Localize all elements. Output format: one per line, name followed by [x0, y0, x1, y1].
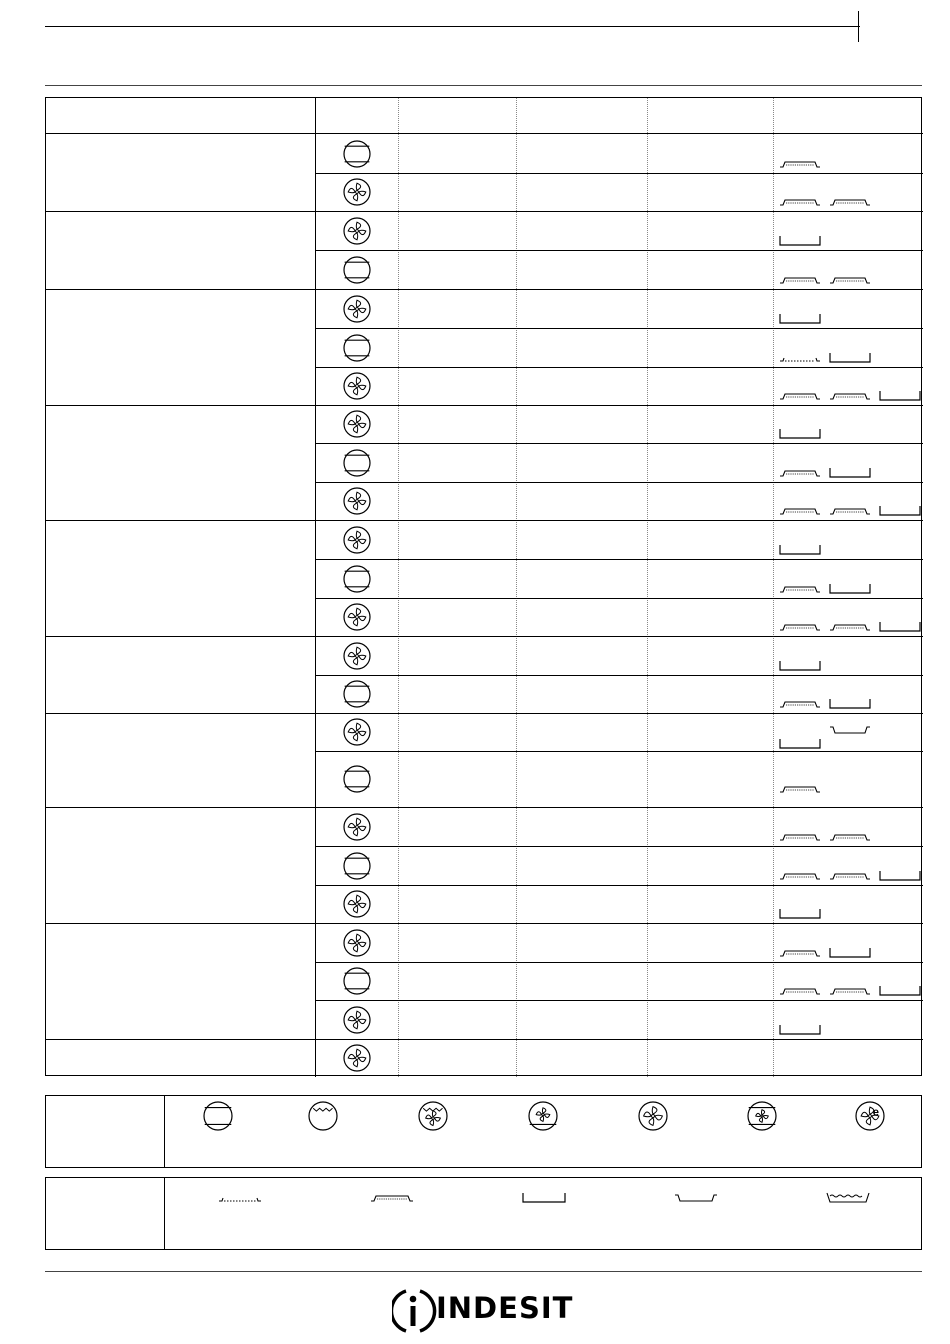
- baking-pan-icon: [779, 1022, 821, 1036]
- fan-icon: [342, 602, 372, 632]
- conventional-icon: [342, 851, 372, 881]
- fan-icon: [342, 409, 372, 439]
- conventional-icon: [342, 255, 372, 285]
- wire-rack-icon: [218, 1190, 262, 1204]
- logo-i-mark-icon: [392, 1286, 438, 1336]
- group-divider: [46, 713, 923, 714]
- legend-divider: [164, 1096, 165, 1167]
- fan-icon: [342, 486, 372, 516]
- group-divider: [46, 211, 923, 212]
- tray-icon: [779, 503, 821, 517]
- row-divider: [315, 962, 923, 963]
- column-divider: [647, 98, 648, 1077]
- fan-icon: [342, 371, 372, 401]
- column-divider: [516, 98, 517, 1077]
- baking-pan-icon: [829, 696, 871, 710]
- column-divider: [315, 98, 316, 1077]
- baking-pan-icon: [522, 1190, 566, 1204]
- tray-icon: [829, 388, 871, 402]
- tray-icon: [829, 983, 871, 997]
- conventional-icon: [342, 764, 372, 794]
- baking-pan-icon: [779, 311, 821, 325]
- tray-icon: [779, 581, 821, 595]
- svg-text:e: e: [872, 1106, 880, 1119]
- tray-icon: [829, 194, 871, 208]
- grill-fan-icon: [417, 1100, 449, 1132]
- row-divider: [315, 1000, 923, 1001]
- tray-icon: [779, 619, 821, 633]
- baking-pan-icon: [879, 983, 921, 997]
- baking-pan-icon: [829, 581, 871, 595]
- conventional-icon: [342, 139, 372, 169]
- baking-pan-icon: [779, 658, 821, 672]
- baking-pan-icon: [829, 350, 871, 364]
- brand-wordmark: INDESIT: [436, 1291, 574, 1325]
- row-divider: [315, 328, 923, 329]
- conventional-icon: [342, 564, 372, 594]
- tray-icon: [779, 272, 821, 286]
- column-divider: [773, 98, 774, 1077]
- accessories-legend: [45, 1177, 922, 1250]
- tray-icon: [779, 868, 821, 882]
- fan-icon: [342, 641, 372, 671]
- tray-icon: [829, 829, 871, 843]
- fan-icon: [342, 294, 372, 324]
- row-divider: [315, 885, 923, 886]
- row-divider: [315, 846, 923, 847]
- tray-icon: [779, 983, 821, 997]
- wire-rack-icon: [779, 350, 821, 364]
- tray-icon: [779, 829, 821, 843]
- tray-icon: [779, 781, 821, 795]
- conventional-icon: [202, 1100, 234, 1132]
- baking-pan-icon: [829, 465, 871, 479]
- eco-fan-icon: [854, 1100, 886, 1132]
- row-divider: [315, 751, 923, 752]
- fan-icon: [342, 812, 372, 842]
- row-divider: [315, 675, 923, 676]
- fan-icon: [342, 177, 372, 207]
- fan-bottom-icon: [527, 1100, 559, 1132]
- group-divider: [46, 405, 923, 406]
- group-divider: [46, 1039, 923, 1040]
- conventional-icon: [342, 448, 372, 478]
- column-divider: [398, 98, 399, 1077]
- tray-icon: [829, 272, 871, 286]
- tray-icon: [779, 388, 821, 402]
- tray-icon: [829, 619, 871, 633]
- tray-icon: [779, 696, 821, 710]
- fan-top-bottom-icon: [746, 1100, 778, 1132]
- tray-icon: [779, 194, 821, 208]
- water-pan-icon: [826, 1190, 870, 1204]
- header-line: [45, 26, 860, 27]
- tray-icon: [829, 868, 871, 882]
- group-divider: [46, 807, 923, 808]
- drip-tray-icon: [829, 722, 871, 736]
- baking-pan-icon: [879, 868, 921, 882]
- conventional-icon: [342, 679, 372, 709]
- row-divider: [315, 443, 923, 444]
- fan-icon: [342, 928, 372, 958]
- fan-icon: [342, 1043, 372, 1073]
- fan-icon: [342, 216, 372, 246]
- fan-icon: [637, 1100, 669, 1132]
- fan-icon: [342, 889, 372, 919]
- tray-icon: [779, 465, 821, 479]
- header-corner-mark: [858, 11, 859, 42]
- row-divider: [315, 250, 923, 251]
- group-divider: [46, 289, 923, 290]
- header-rule: [45, 85, 922, 86]
- functions-legend: [45, 1095, 922, 1168]
- grill-icon: [307, 1100, 339, 1132]
- group-divider: [46, 636, 923, 637]
- fan-icon: [342, 1005, 372, 1035]
- baking-pan-icon: [779, 233, 821, 247]
- row-divider: [315, 598, 923, 599]
- baking-pan-icon: [879, 503, 921, 517]
- row-divider: [315, 482, 923, 483]
- tray-icon: [779, 945, 821, 959]
- footer-rule: [45, 1271, 922, 1272]
- row-divider: [315, 173, 923, 174]
- baking-pan-icon: [779, 426, 821, 440]
- row-divider: [315, 367, 923, 368]
- tray-icon: [779, 156, 821, 170]
- indesit-logo: [392, 1286, 577, 1336]
- tray-icon: [370, 1190, 414, 1204]
- legend-divider: [164, 1178, 165, 1249]
- baking-pan-icon: [779, 736, 821, 750]
- drip-tray-icon: [674, 1190, 718, 1204]
- group-divider: [46, 520, 923, 521]
- tray-icon: [829, 503, 871, 517]
- baking-pan-icon: [879, 619, 921, 633]
- row-divider: [315, 559, 923, 560]
- header-row-divider: [46, 133, 923, 134]
- cooking-table: [45, 97, 922, 1076]
- conventional-icon: [342, 966, 372, 996]
- fan-icon: [342, 717, 372, 747]
- fan-icon: [342, 525, 372, 555]
- baking-pan-icon: [829, 945, 871, 959]
- baking-pan-icon: [879, 388, 921, 402]
- conventional-icon: [342, 333, 372, 363]
- baking-pan-icon: [779, 542, 821, 556]
- group-divider: [46, 923, 923, 924]
- baking-pan-icon: [779, 906, 821, 920]
